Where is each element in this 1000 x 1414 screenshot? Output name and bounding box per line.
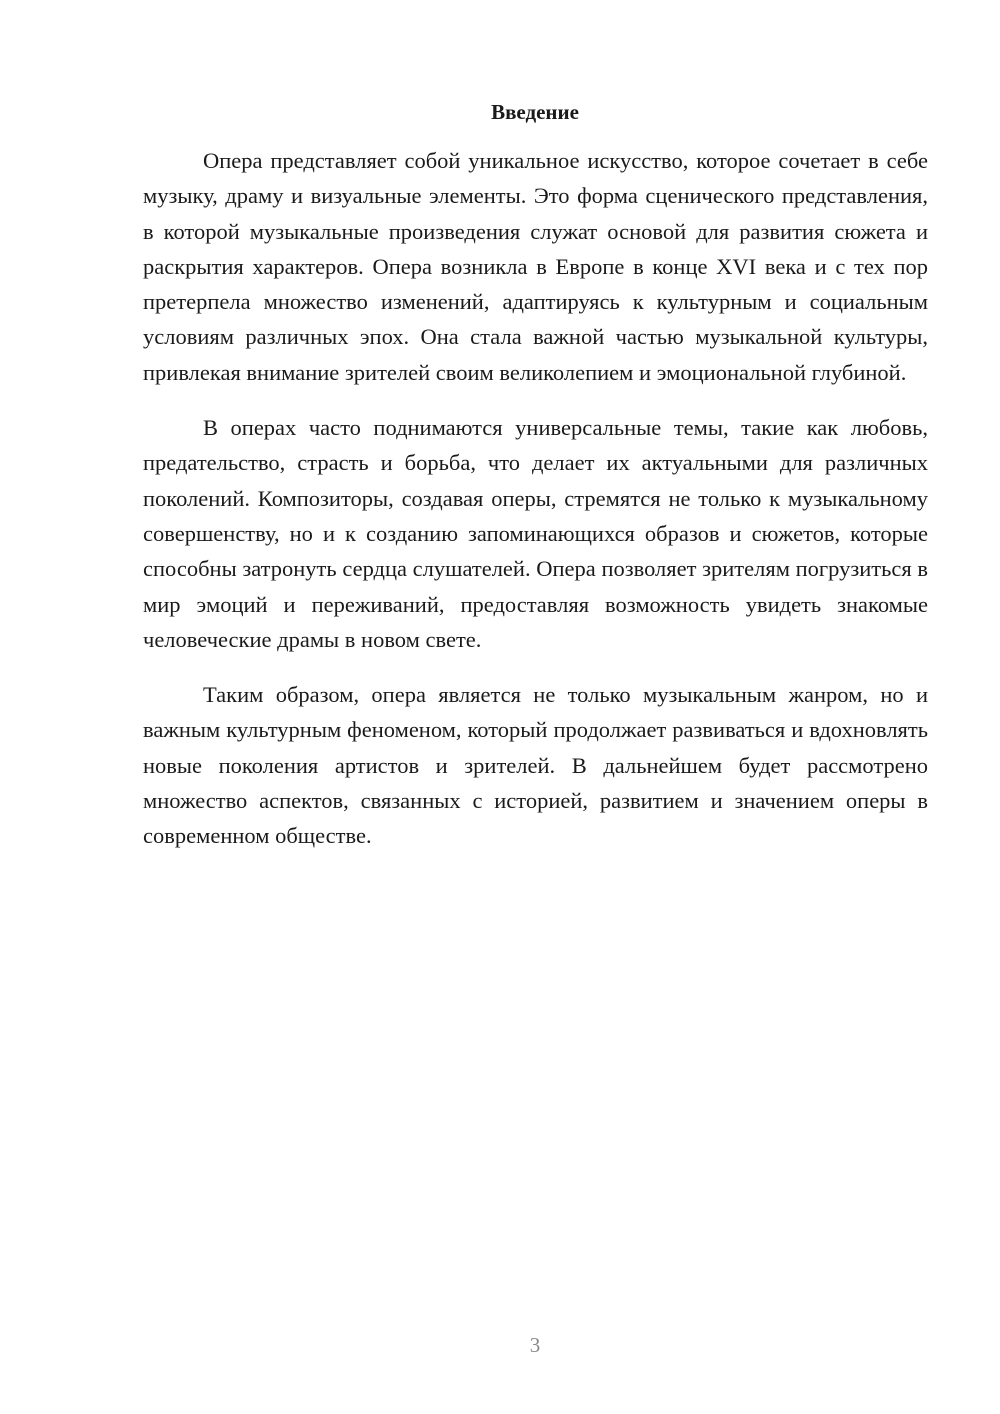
paragraph-3: Таким образом, опера является не только музыкальным жанром, но и важным культурным феноменом, который продолжает развиваться и вдохновлять новые поколения артистов и зрителей. В дальнейшем будет рассмотрено множество аспектов, связанных с историей, развитием и значением оперы в современном обществе.: [143, 682, 928, 849]
page-number: 3: [529, 1333, 541, 1357]
paragraph-2: В операх часто поднимаются универсальные темы, такие как любовь, предательство, страсть и борьба, что делает их актуальными для различных поколений. Композиторы, создавая оперы, стремятся не только к музыкальному совершенству, но и к созданию запоминающихся образов и сюжетов, которые способны затронуть сердца слушателей. Опера позволяет зрителям погрузиться в мир эмоций и переживаний, предоставляя возможность увидеть знакомые человеческие драмы в новом свете.: [143, 415, 928, 652]
paragraph-1: Опера представляет собой уникальное искусство, которое сочетает в себе музыку, драму и визуальные элементы. Это форма сценического представления, в которой музыкальные произведения служат основой для развития сюжета и раскрытия характеров. Опера возникла в Европе в конце XVI века и с тех пор претерпела множество изменений, адаптируясь к культурным и социальным условиям различных эпох. Она стала важной частью музыкальной культуры, привлекая внимание зрителей своим великолепием и эмоциональной глубиной.: [143, 148, 928, 385]
body-text: [143, 143, 928, 874]
section-heading: Введение: [491, 100, 579, 124]
